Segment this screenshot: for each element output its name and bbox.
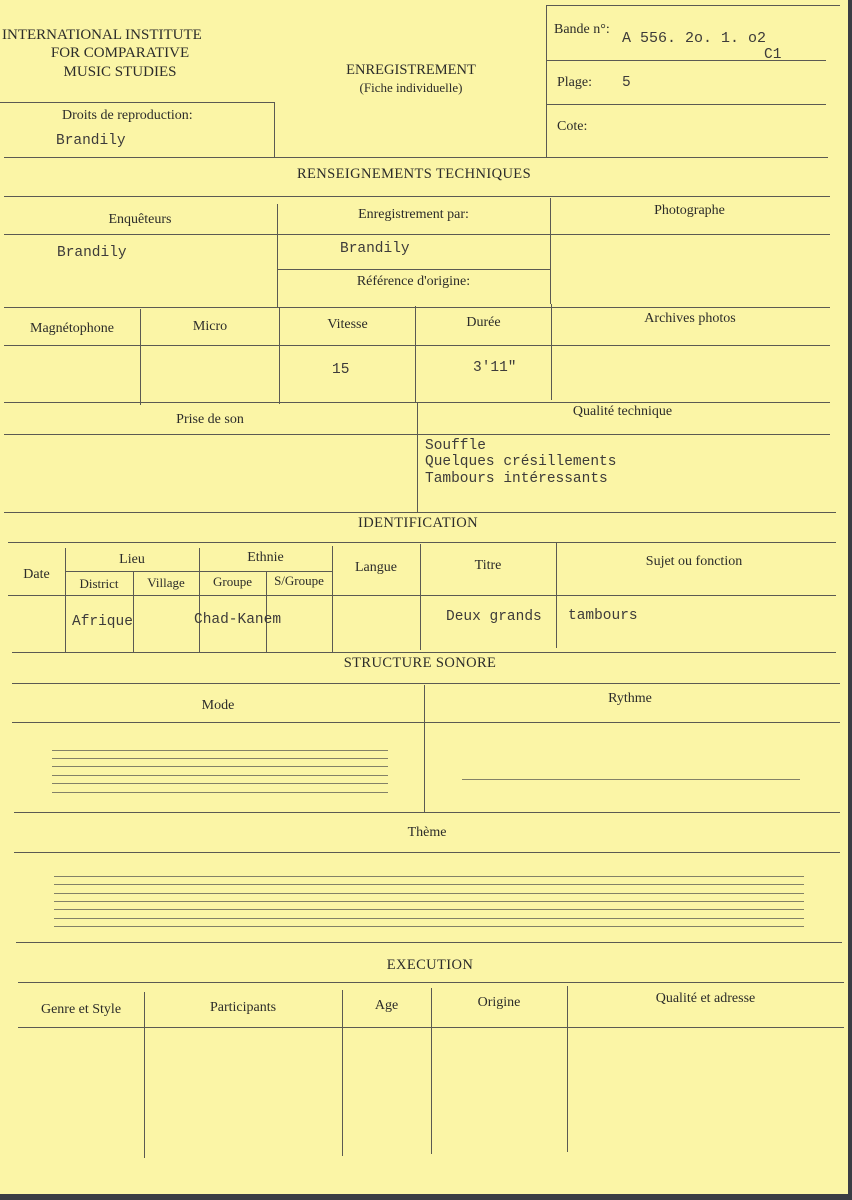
langue-label: Langue xyxy=(355,560,397,575)
archives-label: Archives photos xyxy=(644,311,736,326)
village-label: Village xyxy=(147,575,185,590)
institute-name-line-1: INTERNATIONAL INSTITUTE xyxy=(2,27,202,43)
origine-label: Origine xyxy=(477,995,521,1010)
droits-value: Brandily xyxy=(56,133,126,149)
form-subtitle: (Fiche individuelle) xyxy=(359,80,463,95)
reference-label: Référence d'origine: xyxy=(356,274,471,289)
titre-value: Deux grands xyxy=(446,609,542,625)
qualite-line-2: Quelques crésillements xyxy=(425,454,617,470)
form-title: ENREGISTREMENT xyxy=(346,62,476,78)
groupe-value: Chad-Kanem xyxy=(194,612,282,628)
vitesse-value: 15 xyxy=(332,362,350,378)
theme-label: Thème xyxy=(407,825,447,840)
institute-name-line-2: FOR COMPARATIVE xyxy=(50,45,190,61)
qualite-line-3: Tambours intéressants xyxy=(425,471,608,487)
bande-value-2: C1 xyxy=(764,47,782,63)
qualite-technique-label: Qualité technique xyxy=(572,404,673,419)
rythme-label: Rythme xyxy=(608,691,652,706)
enqueteurs-label: Enquêteurs xyxy=(108,212,172,227)
qualite-adresse-label: Qualité et adresse xyxy=(655,991,756,1006)
qualite-line-1: Souffle xyxy=(425,438,486,454)
prise-label: Prise de son xyxy=(176,412,244,427)
enregistrement-value: Brandily xyxy=(340,241,410,257)
duree-value: 3'11" xyxy=(473,360,517,376)
mode-label: Mode xyxy=(201,698,235,713)
section-title-structure: STRUCTURE SONORE xyxy=(343,655,497,671)
district-value: Afrique xyxy=(72,614,133,630)
vitesse-label: Vitesse xyxy=(327,317,368,332)
institute-name-line-3: MUSIC STUDIES xyxy=(63,64,177,80)
cote-label: Cote: xyxy=(557,119,588,134)
sgroupe-label: S/Groupe xyxy=(274,573,324,588)
ethnie-label: Ethnie xyxy=(247,550,284,565)
micro-label: Micro xyxy=(192,319,228,334)
section-title-technique: RENSEIGNEMENTS TECHNIQUES xyxy=(296,166,532,182)
enqueteurs-value: Brandily xyxy=(57,245,127,261)
titre-label: Titre xyxy=(474,558,502,573)
age-label: Age xyxy=(374,998,399,1013)
enregistrement-label: Enregistrement par: xyxy=(358,207,469,222)
participants-label: Participants xyxy=(209,1000,277,1015)
magnetophone-label: Magnétophone xyxy=(30,321,114,336)
genre-label: Genre et Style xyxy=(40,1002,122,1017)
droits-label: Droits de reproduction: xyxy=(62,108,193,123)
plage-label: Plage: xyxy=(557,75,592,90)
plage-value: 5 xyxy=(622,75,631,91)
section-title-execution: EXECUTION xyxy=(386,957,474,973)
groupe-label: Groupe xyxy=(213,574,252,589)
district-label: District xyxy=(79,576,119,591)
section-title-identification: IDENTIFICATION xyxy=(358,515,478,531)
bande-value: A 556. 2o. 1. o2 xyxy=(622,30,767,47)
lieu-label: Lieu xyxy=(119,552,145,567)
bande-label: Bande n°: xyxy=(554,22,610,37)
date-label: Date xyxy=(23,567,50,582)
photographe-label: Photographe xyxy=(654,203,725,218)
sujet-value: tambours xyxy=(568,608,638,624)
duree-label: Durée xyxy=(466,315,501,330)
sujet-label: Sujet ou fonction xyxy=(645,554,743,569)
